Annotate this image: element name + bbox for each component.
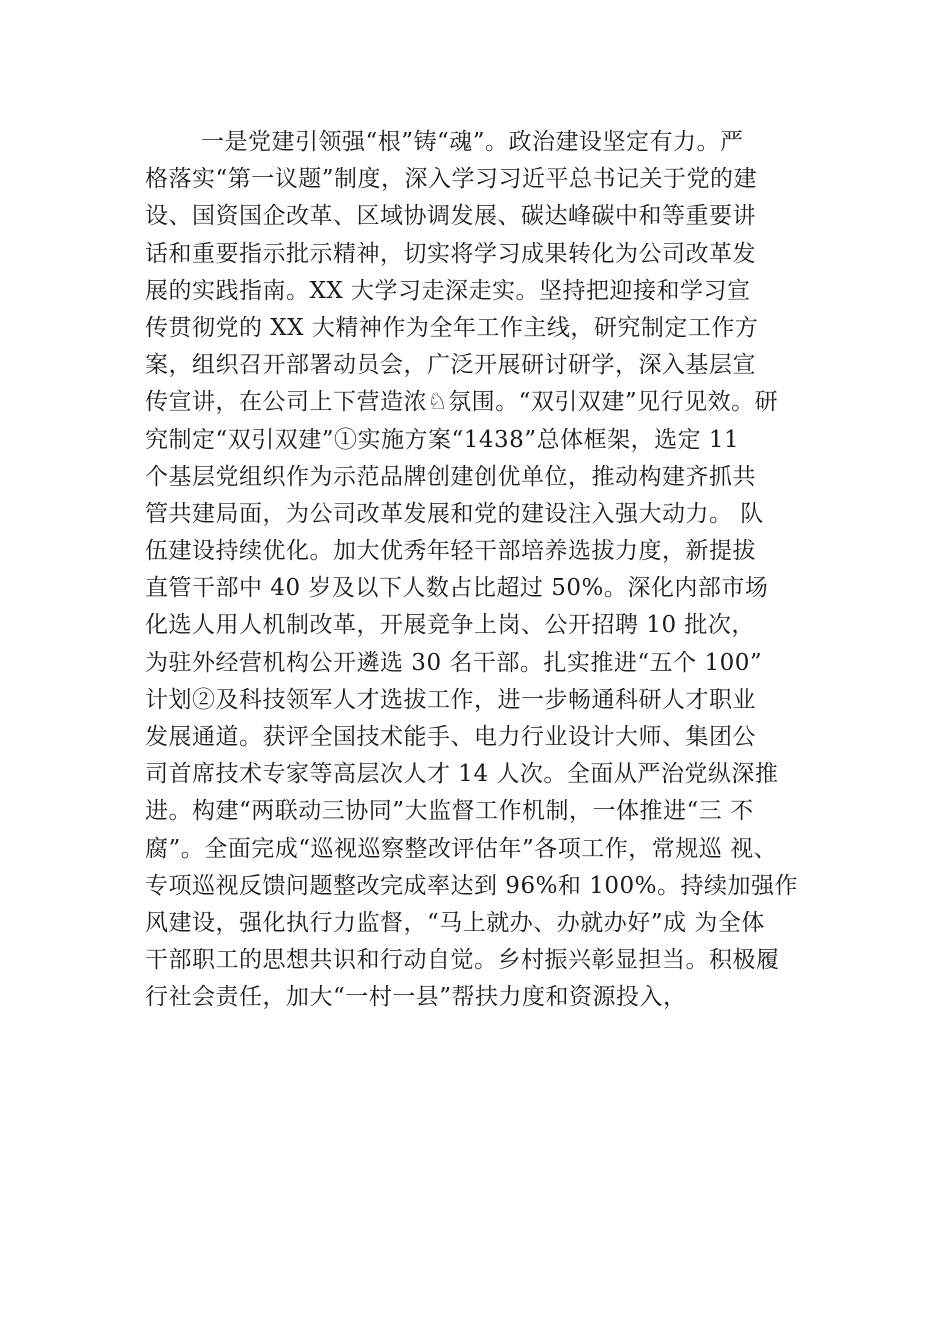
body-paragraph xyxy=(145,124,845,1017)
text-line: 化选人用人机制改革，开展竞争上岗、公开招聘 10 批次， xyxy=(145,612,755,639)
text-line: 设、国资国企改革、区域协调发展、碳达峰碳中和等重要讲 xyxy=(145,203,756,230)
text-line: 司首席技术专家等高层次人才 14 人次。全面从严治党纵深推 xyxy=(145,761,779,788)
text-line: 腐”。全面完成“巡视巡察整改评估年”各项工作，常规巡 视、 xyxy=(145,835,778,862)
text-line: 格落实“第一议题”制度，深入学习习近平总书记关于党的建 xyxy=(145,166,758,193)
text-line: 计划②及科技领军人才选拔工作，进一步畅通科研人才职业 xyxy=(145,686,756,713)
text-line: 发展通道。获评全国技术能手、电力行业设计大师、集团公 xyxy=(145,724,756,750)
text-line: 为驻外经营机构公开遴选 30 名干部。扎实推进“五个 100” xyxy=(145,649,763,676)
text-line: 一是党建引领强“根”铸“魂”。政治建设坚定有力。严 xyxy=(201,129,744,155)
text-line: 究制定“双引双建”①实施方案“1438”总体框架，选定 11 xyxy=(145,426,740,453)
text-line: 风建设，强化执行力监督，“马上就办、办就办好”成 为全体 xyxy=(145,909,765,936)
text-line: 伍建设持续优化。加大优秀年轻干部培养选拔力度，新提拔 xyxy=(145,538,756,565)
text-line: 直管干部中 40 岁及以下人数占比超过 50%。深化内部市场 xyxy=(145,575,769,602)
text-line: 传贯彻党的 XX 大精神作为全年工作主线，研究制定工作方 xyxy=(145,314,759,341)
text-line: 进。构建“两联动三协同”大监督工作机制，一体推进“三 不 xyxy=(145,798,754,825)
text-line: 展的实践指南。XX 大学习走深走实。坚持把迎接和学习宣 xyxy=(145,277,751,304)
text-line: 行社会责任，加大“一村一县”帮扶力度和资源投入， xyxy=(145,984,687,1011)
text-line: 案，组织召开部署动员会，广泛开展研讨研学，深入基层宣 xyxy=(145,352,756,379)
text-line: 传宣讲，在公司上下营造浓♘氛围。“双引双建”见行见效。研 xyxy=(145,389,779,416)
text-line: 管共建局面，为公司改革发展和党的建设注入强大动力。 队 xyxy=(145,500,764,527)
text-line: 个基层党组织作为示范品牌创建创优单位，推动构建齐抓共 xyxy=(145,463,756,490)
text-line: 话和重要指示批示精神，切实将学习成果转化为公司改革发 xyxy=(145,240,756,267)
text-line: 干部职工的思想共识和行动自觉。乡村振兴彰显担当。积极履 xyxy=(145,947,780,974)
text-line: 专项巡视反馈问题整改完成率达到 96%和 100%。持续加强作 xyxy=(145,872,798,899)
